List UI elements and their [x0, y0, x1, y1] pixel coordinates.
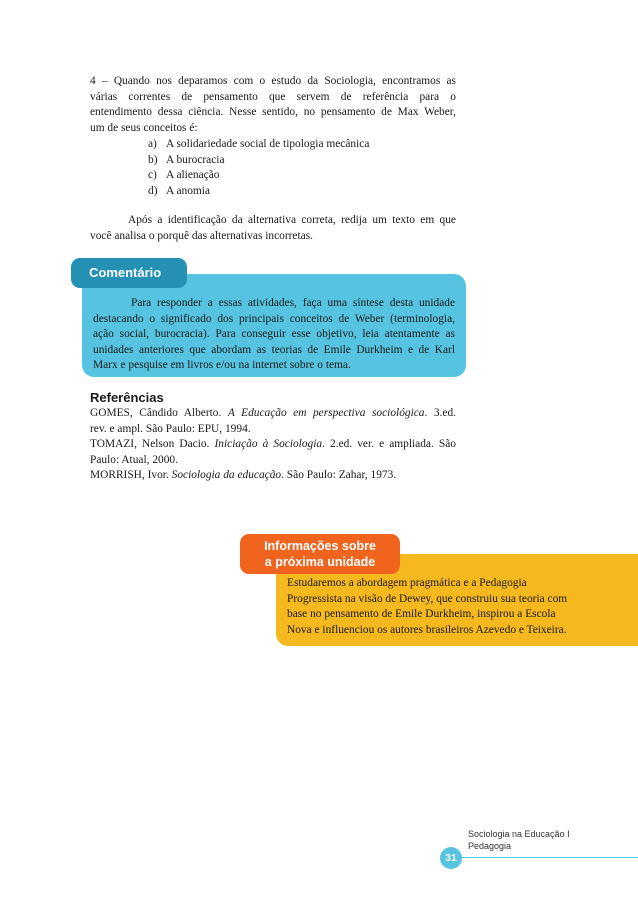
next-unit-label — [240, 534, 400, 574]
option-text: A solidariedade social de tipologia mecânica — [166, 138, 370, 150]
question-4-line: um de seus conceitos é: — [90, 121, 198, 134]
question-4-options — [148, 137, 369, 199]
reference-item — [90, 406, 456, 422]
reference-item — [90, 437, 456, 453]
comment-text — [93, 296, 455, 374]
reference-item — [90, 468, 456, 484]
footer-program-name: Pedagogia — [468, 841, 512, 851]
option-text: A anomia — [166, 184, 210, 197]
question-4-instruction — [90, 213, 456, 244]
question-4-line: entendimento dessa ciência. Nesse sentido, no pensamento de Max Weber, — [90, 106, 456, 119]
next-unit-label-line: Informações sobre — [264, 539, 376, 553]
page-number: 31 — [440, 847, 462, 869]
reference-title: A Educação em perspectiva sociológica — [227, 407, 425, 419]
instruction-line: Após a identificação da alternativa correta, redija um texto em que — [128, 214, 456, 226]
option-letter: a) — [148, 138, 157, 150]
reference-author: GOMES, Cândido Alberto. — [90, 407, 222, 419]
footer-divider — [440, 857, 638, 858]
comment-line: Marx e pesquise em livros e/ou na internet sobre o tema. — [93, 359, 351, 372]
next-unit-line: Nova e influenciou os autores brasileiros Azevedo e Teixeira. — [287, 623, 567, 636]
option-c — [148, 168, 369, 184]
option-letter: c) — [148, 169, 157, 182]
option-d — [148, 184, 369, 200]
reference-item-continuation: Paulo: Atual, 2000. — [90, 453, 178, 466]
reference-details: . São Paulo: Zahar, 1973. — [281, 469, 397, 482]
footer-course-name: Sociologia na Educação I — [468, 829, 570, 839]
reference-item-continuation: rev. e ampl. São Paulo: EPU, 1994. — [90, 422, 251, 435]
reference-author: TOMAZI, Nelson Dacio. — [90, 438, 210, 451]
question-4-line: 4 – Quando nos deparamos com o estudo da Sociologia, encontramos as — [90, 75, 456, 87]
next-unit-line: Progressista na visão de Dewey, que construiu sua teoria com — [287, 592, 568, 605]
references-list — [90, 406, 456, 484]
references-heading: Referências — [90, 390, 164, 405]
next-unit-line: base no pensamento de Emile Durkheim, inspirou a Escola — [287, 608, 556, 621]
comment-line: Para responder a essas atividades, faça uma síntese desta unidade — [131, 297, 455, 309]
instruction-line: você analisa o porquê das alternativas incorretas. — [90, 229, 313, 242]
reference-title: Sociologia da educação — [171, 469, 282, 482]
comment-line: destacando o significado dos principais conceitos de Weber (terminologia, — [93, 312, 455, 325]
option-text: A alienação — [166, 169, 220, 182]
reference-author: MORRISH, Ivor. — [90, 469, 169, 482]
next-unit-label-line: a próxima unidade — [264, 555, 376, 569]
question-4-statement — [90, 74, 456, 136]
option-a — [148, 137, 369, 153]
comment-line: unidades anteriores que abordam as teorias de Emile Durkheim e de Karl — [93, 343, 455, 356]
comment-label: Comentário — [71, 258, 187, 288]
reference-details: . 3.ed. — [424, 407, 456, 419]
option-letter: b) — [148, 153, 158, 166]
next-unit-line: Estudaremos a abordagem pragmática e a Pedagogia — [287, 577, 527, 589]
option-letter: d) — [148, 184, 158, 197]
reference-title: Iniciação à Sociologia — [214, 438, 323, 451]
reference-details: . 2.ed. ver. e ampliada. São — [322, 438, 456, 451]
question-4-line: várias correntes de pensamento que servem de referência para o — [90, 90, 456, 103]
comment-line: ação social, burocracia). Para conseguir esse objetivo, leia atentamente as — [93, 328, 455, 341]
option-b — [148, 153, 369, 169]
next-unit-text — [287, 576, 599, 638]
option-text: A burocracia — [166, 153, 225, 166]
footer-course-info — [468, 828, 570, 852]
